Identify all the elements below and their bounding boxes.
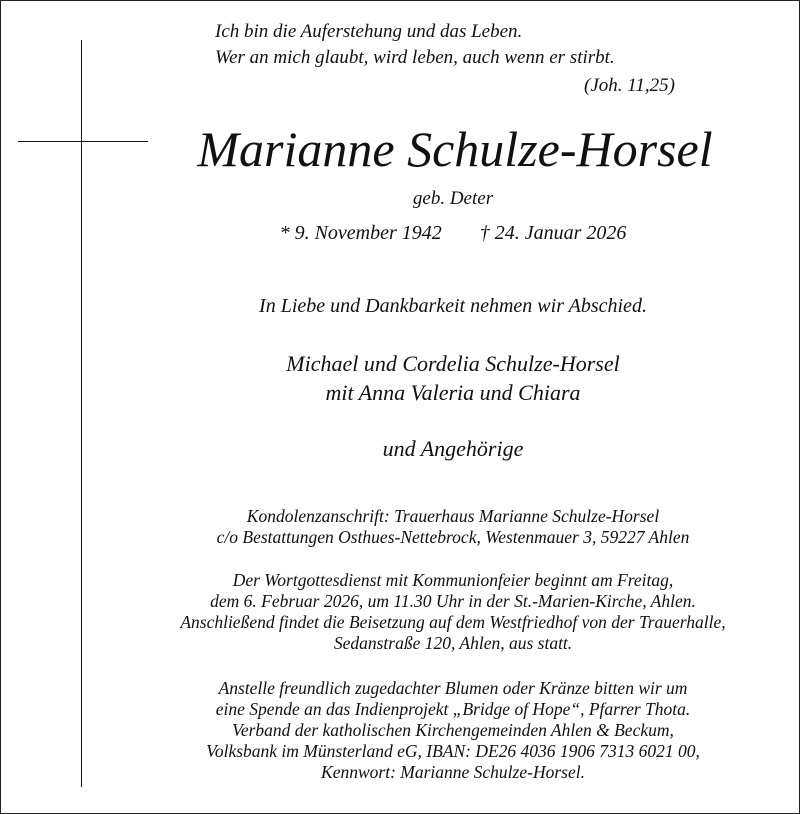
maiden-name: geb. Deter bbox=[412, 188, 494, 209]
death-date: † 24. Januar 2026 bbox=[479, 222, 627, 244]
donation-line-2: eine Spende an das Indienprojekt „Bridge of Hope“, Pfarrer Thota. bbox=[215, 699, 691, 719]
bible-verse-line-1: Ich bin die Auferstehung und das Leben. bbox=[215, 21, 523, 42]
condolence-line-1: Kondolenzanschrift: Trauerhaus Marianne Schulze-Horsel bbox=[246, 506, 660, 526]
donation-request bbox=[100, 678, 800, 783]
service-line-1: Der Wortgottesdienst mit Kommunionfeier beginnt am Freitag, bbox=[232, 570, 674, 590]
bible-verse bbox=[215, 19, 615, 71]
funeral-service-info bbox=[100, 570, 800, 654]
donation-line-3: Verband der katholischen Kirchengemeinden Ahlen & Beckum, bbox=[232, 720, 674, 740]
birth-date: * 9. November 1942 bbox=[279, 222, 442, 244]
donation-line-1: Anstelle freundlich zugedachter Blumen oder Kränze bitten wir um bbox=[218, 678, 688, 698]
deceased-name: Marianne Schulze-Horsel bbox=[197, 121, 713, 177]
family-line-1: Michael und Cordelia Schulze-Horsel bbox=[286, 351, 620, 376]
service-line-4: Sedanstraße 120, Ahlen, aus statt. bbox=[333, 633, 573, 653]
family-names bbox=[100, 349, 800, 407]
life-dates bbox=[100, 222, 800, 245]
cross-vertical-bar bbox=[81, 40, 82, 787]
farewell-text: In Liebe und Dankbarkeit nehmen wir Abschied. bbox=[259, 295, 647, 317]
relatives-text: und Angehörige bbox=[382, 436, 524, 461]
service-line-2: dem 6. Februar 2026, um 11.30 Uhr in der St.-Marien-Kirche, Ahlen. bbox=[210, 591, 696, 611]
condolence-address bbox=[100, 506, 800, 548]
service-line-3: Anschließend findet die Beisetzung auf dem Westfriedhof von der Trauerhalle, bbox=[180, 612, 726, 632]
bible-verse-reference: (Joh. 11,25) bbox=[584, 75, 675, 96]
donation-line-4: Volksbank im Münsterland eG, IBAN: DE26 4036 1906 7313 6021 00, bbox=[206, 741, 700, 761]
condolence-line-2: c/o Bestattungen Osthues-Nettebrock, Westenmauer 3, 59227 Ahlen bbox=[216, 527, 690, 547]
family-line-2: mit Anna Valeria und Chiara bbox=[325, 380, 581, 405]
donation-line-5: Kennwort: Marianne Schulze-Horsel. bbox=[321, 762, 585, 782]
bible-verse-line-2: Wer an mich glaubt, wird leben, auch wenn er stirbt. bbox=[215, 47, 615, 68]
